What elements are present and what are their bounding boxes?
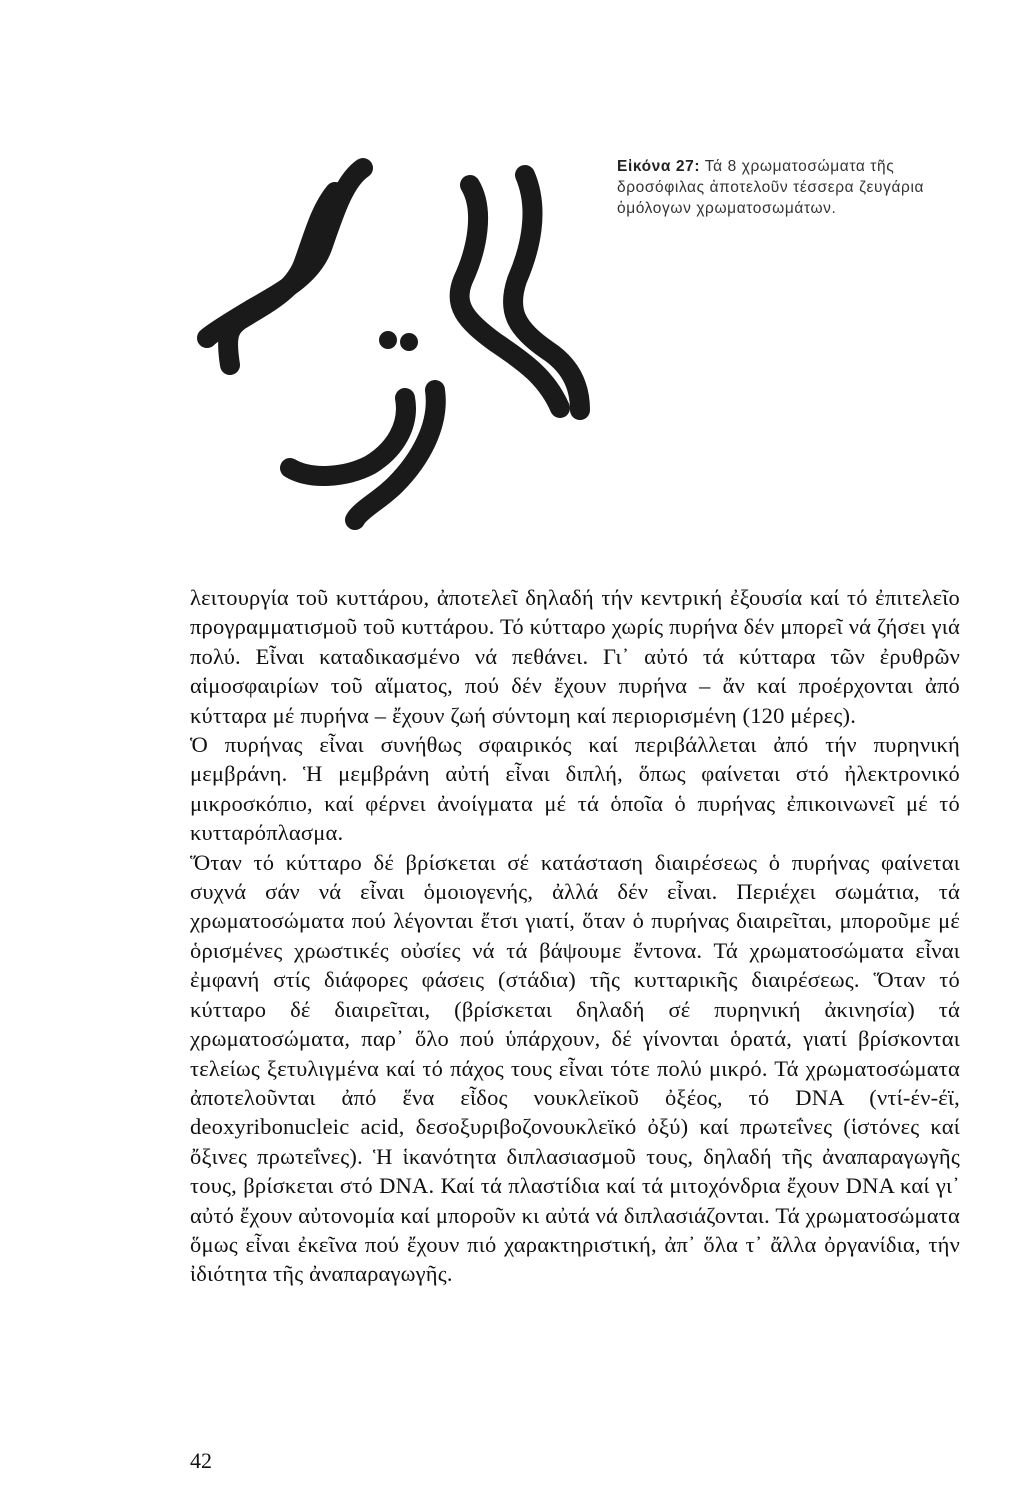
chromosome-drawing bbox=[195, 150, 610, 540]
page-number: 42 bbox=[190, 1448, 212, 1473]
chromosome-2 bbox=[228, 192, 335, 365]
chromosome-8 bbox=[400, 333, 418, 351]
chromosome-5 bbox=[290, 398, 406, 476]
paragraph-2: Ὁ πυρήνας εἶναι συνήθως σφαιρικός καί περιβάλλεται ἀπό τήν πυρηνική μεμβράνη. Ἡ μεμβράνη αὐτή εἶναι διπλή, ὅπως φαίνεται στό ἠλεκτρονικό μικροσκόπιο, καί φέρνει ἀνοίγματα μέ τά ὁποῖα ὁ πυρήνας ἐπικοινωνεῖ μέ τό κυτταρόπλασμα. bbox=[190, 732, 960, 846]
figure-caption bbox=[617, 156, 962, 219]
chromosome-7 bbox=[379, 331, 397, 349]
figure-caption-text: Τά 8 χρωματοσώματα τῆς δροσόφιλας ἀποτελοῦν τέσσερα ζευγάρια ὁμόλογων χρωματοσωμάτων. bbox=[617, 158, 925, 217]
body-text bbox=[190, 583, 960, 1289]
paragraph-3: Ὅταν τό κύτταρο δέ βρίσκεται σέ κατάσταση διαιρέσεως ὁ πυρήνας φαίνεται συχνά σάν νά εἶναι ὁμοιογενής, ἀλλά δέν εἶναι. Περιέχει σωμάτια, τά χρωματοσώματα πού λέγονται ἔτσι γιατί, ὅταν ὁ πυρήνας διαιρεῖται, μποροῦμε μέ ὁρισμένες χρωστικές οὐσίες νά τά βάψουμε ἔντονα. Τά χρωματοσώματα εἶναι ἐμφανή στίς διάφορες φάσεις (στάδια) τῆς κυτταρικῆς διαιρέσεως. Ὅταν τό κύτταρο δέ διαιρεῖται, (βρίσκεται δηλαδή σέ πυρηνική ἀκινησία) τά χρωματοσώματα, παρ᾽ ὅλο πού ὑπάρχουν, δέ γίνονται ὁρατά, γιατί βρίσκονται τελείως ξετυλιγμένα καί τό πάχος τους εἶναι τότε πολύ μικρό. Τά χρωματοσώματα ἀποτελοῦνται ἀπό ἕνα εἶδος νουκλεϊκοῦ ὀξέος, τό DNA (ντί-έν-έϊ, deoxyribonucleic acid, δεσοξυριβοζονουκλεϊκό ὀξύ) καί πρωτεΐνες (ἱστόνες καί ὄξινες πρωτεΐνες). Ἡ ἱκανότητα διπλασιασμοῦ τους, δηλαδή τῆς ἀναπαραγωγῆς τους, βρίσκεται στό DNA. Καί τά πλαστίδια καί τά μιτοχόνδρια ἔχουν DNA καί γι᾽ αὐτό ἔχουν αὐτονομία καί μποροῦν κι αὐτά νά διπλασιάζονται. Τά χρωματοσώματα ὅμως εἶναι ἐκεῖνα πού ἔχουν πιό χαρακτηριστική, ἀπ᾽ ὅλα τ᾽ ἄλλα ὀργανίδια, τήν ἰδιότητα τῆς ἀναπαραγωγῆς. bbox=[190, 849, 960, 1287]
figure-label: Εἰκόνα 27: bbox=[617, 158, 701, 175]
chromosome-figure bbox=[195, 150, 610, 540]
paragraph-1: λειτουργία τοῦ κυττάρου, ἀποτελεῖ δηλαδή τήν κεντρική ἐξουσία καί τό ἐπιτελεῖο προγραμματισμοῦ τοῦ κυττάρου. Τό κύτταρο χωρίς πυρήνα δέν μπορεῖ νά ζήσει γιά πολύ. Εἶναι καταδικασμένο νά πεθάνει. Γι᾽ αὐτό τά κύτταρα τῶν ἐρυθρῶν αἱμοσφαιρίων τοῦ αἵματος, πού δέν ἔχουν πυρήνα – ἄν καί προέρχονται ἀπό κύτταρα μέ πυρήνα – ἔχουν ζωή σύντομη καί περιορισμένη (120 μέρες). bbox=[190, 585, 960, 728]
